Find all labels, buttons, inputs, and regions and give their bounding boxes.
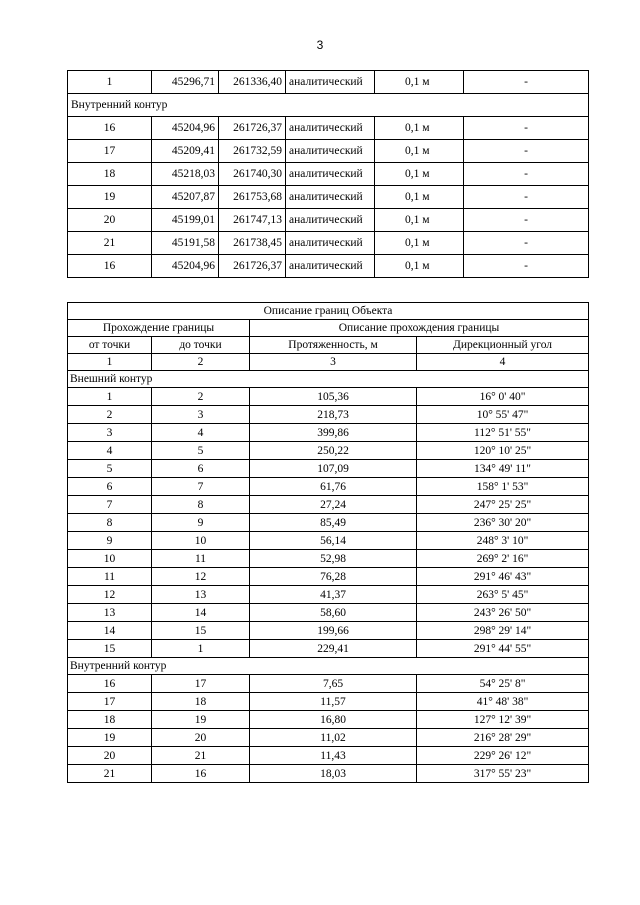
accuracy-cell: 0,1 м	[375, 186, 464, 209]
length-cell: 11,02	[250, 729, 417, 747]
coordinates-table	[67, 70, 589, 278]
to-point-cell: 1	[152, 640, 250, 658]
x-coordinate-cell: 45204,96	[152, 117, 219, 140]
y-coordinate-cell: 261738,45	[219, 232, 286, 255]
x-coordinate-cell: 45199,01	[152, 209, 219, 232]
from-point-cell: 7	[68, 496, 152, 514]
length-cell: 18,03	[250, 765, 417, 783]
y-coordinate-cell: 261336,40	[219, 71, 286, 94]
from-point-cell: 5	[68, 460, 152, 478]
y-coordinate-cell: 261753,68	[219, 186, 286, 209]
from-point-cell: 2	[68, 406, 152, 424]
length-cell: 105,36	[250, 388, 417, 406]
angle-cell: 269° 2' 16"	[417, 550, 589, 568]
x-coordinate-cell: 45209,41	[152, 140, 219, 163]
table-row	[68, 568, 589, 586]
to-point-cell: 12	[152, 568, 250, 586]
section-row	[68, 94, 589, 117]
to-point-cell: 3	[152, 406, 250, 424]
column-number: 2	[152, 354, 250, 371]
to-point-cell: 18	[152, 693, 250, 711]
to-point-cell: 19	[152, 711, 250, 729]
from-point-cell: 16	[68, 675, 152, 693]
from-point-cell: 12	[68, 586, 152, 604]
table-row	[68, 163, 589, 186]
header-group-right: Описание прохождения границы	[250, 320, 589, 337]
from-point-cell: 15	[68, 640, 152, 658]
length-cell: 11,57	[250, 693, 417, 711]
to-point-cell: 10	[152, 532, 250, 550]
method-cell: аналитический	[286, 255, 375, 278]
to-point-cell: 15	[152, 622, 250, 640]
table-row	[68, 406, 589, 424]
length-cell: 61,76	[250, 478, 417, 496]
length-cell: 16,80	[250, 711, 417, 729]
from-point-cell: 8	[68, 514, 152, 532]
section-row	[68, 371, 589, 388]
y-coordinate-cell: 261726,37	[219, 117, 286, 140]
method-cell: аналитический	[286, 209, 375, 232]
method-cell: аналитический	[286, 186, 375, 209]
section-row	[68, 658, 589, 675]
accuracy-cell: 0,1 м	[375, 232, 464, 255]
x-coordinate-cell: 45191,58	[152, 232, 219, 255]
length-cell: 107,09	[250, 460, 417, 478]
header-from: от точки	[68, 337, 152, 354]
to-point-cell: 6	[152, 460, 250, 478]
angle-cell: 291° 46' 43"	[417, 568, 589, 586]
length-cell: 56,14	[250, 532, 417, 550]
method-cell: аналитический	[286, 163, 375, 186]
length-cell: 58,60	[250, 604, 417, 622]
y-coordinate-cell: 261740,30	[219, 163, 286, 186]
header-to: до точки	[152, 337, 250, 354]
to-point-cell: 21	[152, 747, 250, 765]
group-header-row	[68, 320, 589, 337]
x-coordinate-cell: 45218,03	[152, 163, 219, 186]
section-title: Внешний контур	[68, 371, 589, 388]
table-row	[68, 747, 589, 765]
point-number-cell: 17	[68, 140, 152, 163]
column-number: 4	[417, 354, 589, 371]
header-angle: Дирекционный угол	[417, 337, 589, 354]
note-cell: -	[464, 232, 589, 255]
table-row	[68, 675, 589, 693]
table-row	[68, 711, 589, 729]
table-row	[68, 255, 589, 278]
note-cell: -	[464, 117, 589, 140]
from-point-cell: 17	[68, 693, 152, 711]
accuracy-cell: 0,1 м	[375, 140, 464, 163]
length-cell: 11,43	[250, 747, 417, 765]
x-coordinate-cell: 45207,87	[152, 186, 219, 209]
angle-cell: 263° 5' 45"	[417, 586, 589, 604]
table-row	[68, 496, 589, 514]
point-number-cell: 16	[68, 117, 152, 140]
to-point-cell: 2	[152, 388, 250, 406]
method-cell: аналитический	[286, 71, 375, 94]
to-point-cell: 4	[152, 424, 250, 442]
length-cell: 218,73	[250, 406, 417, 424]
table-row	[68, 478, 589, 496]
angle-cell: 247° 25' 25"	[417, 496, 589, 514]
method-cell: аналитический	[286, 117, 375, 140]
table-row	[68, 117, 589, 140]
table-row	[68, 186, 589, 209]
table-row	[68, 693, 589, 711]
length-cell: 52,98	[250, 550, 417, 568]
angle-cell: 127° 12' 39"	[417, 711, 589, 729]
header-group-left: Прохождение границы	[68, 320, 250, 337]
length-cell: 41,37	[250, 586, 417, 604]
to-point-cell: 7	[152, 478, 250, 496]
table-row	[68, 640, 589, 658]
table-row	[68, 71, 589, 94]
from-point-cell: 19	[68, 729, 152, 747]
angle-cell: 41° 48' 38"	[417, 693, 589, 711]
table-row	[68, 424, 589, 442]
from-point-cell: 9	[68, 532, 152, 550]
y-coordinate-cell: 261732,59	[219, 140, 286, 163]
x-coordinate-cell: 45204,96	[152, 255, 219, 278]
table-row	[68, 765, 589, 783]
from-point-cell: 14	[68, 622, 152, 640]
from-point-cell: 6	[68, 478, 152, 496]
angle-cell: 298° 29' 14"	[417, 622, 589, 640]
table-title: Описание границ Объекта	[68, 303, 589, 320]
column-number: 1	[68, 354, 152, 371]
column-number: 3	[250, 354, 417, 371]
angle-cell: 158° 1' 53"	[417, 478, 589, 496]
length-cell: 399,86	[250, 424, 417, 442]
angle-cell: 229° 26' 12"	[417, 747, 589, 765]
angle-cell: 248° 3' 10"	[417, 532, 589, 550]
note-cell: -	[464, 209, 589, 232]
table-row	[68, 532, 589, 550]
angle-cell: 16° 0' 40"	[417, 388, 589, 406]
accuracy-cell: 0,1 м	[375, 71, 464, 94]
angle-cell: 10° 55' 47"	[417, 406, 589, 424]
to-point-cell: 16	[152, 765, 250, 783]
angle-cell: 243° 26' 50"	[417, 604, 589, 622]
table-row	[68, 232, 589, 255]
table-row	[68, 514, 589, 532]
note-cell: -	[464, 163, 589, 186]
method-cell: аналитический	[286, 140, 375, 163]
y-coordinate-cell: 261726,37	[219, 255, 286, 278]
table-row	[68, 604, 589, 622]
note-cell: -	[464, 71, 589, 94]
column-number-row	[68, 354, 589, 371]
length-cell: 85,49	[250, 514, 417, 532]
y-coordinate-cell: 261747,13	[219, 209, 286, 232]
accuracy-cell: 0,1 м	[375, 255, 464, 278]
note-cell: -	[464, 140, 589, 163]
column-header-row	[68, 337, 589, 354]
point-number-cell: 19	[68, 186, 152, 209]
table-row	[68, 388, 589, 406]
from-point-cell: 11	[68, 568, 152, 586]
boundaries-table	[67, 302, 589, 783]
angle-cell: 112° 51' 55"	[417, 424, 589, 442]
page-number: 3	[316, 38, 324, 52]
angle-cell: 236° 30' 20"	[417, 514, 589, 532]
to-point-cell: 20	[152, 729, 250, 747]
angle-cell: 291° 44' 55"	[417, 640, 589, 658]
table-row	[68, 442, 589, 460]
length-cell: 199,66	[250, 622, 417, 640]
angle-cell: 317° 55' 23"	[417, 765, 589, 783]
section-title: Внутренний контур	[68, 94, 589, 117]
angle-cell: 120° 10' 25"	[417, 442, 589, 460]
accuracy-cell: 0,1 м	[375, 209, 464, 232]
accuracy-cell: 0,1 м	[375, 117, 464, 140]
header-length: Протяженность, м	[250, 337, 417, 354]
from-point-cell: 21	[68, 765, 152, 783]
method-cell: аналитический	[286, 232, 375, 255]
angle-cell: 134° 49' 11"	[417, 460, 589, 478]
from-point-cell: 4	[68, 442, 152, 460]
length-cell: 27,24	[250, 496, 417, 514]
length-cell: 7,65	[250, 675, 417, 693]
to-point-cell: 14	[152, 604, 250, 622]
point-number-cell: 18	[68, 163, 152, 186]
from-point-cell: 20	[68, 747, 152, 765]
table-row	[68, 622, 589, 640]
to-point-cell: 9	[152, 514, 250, 532]
note-cell: -	[464, 255, 589, 278]
table-row	[68, 586, 589, 604]
to-point-cell: 13	[152, 586, 250, 604]
length-cell: 76,28	[250, 568, 417, 586]
to-point-cell: 17	[152, 675, 250, 693]
angle-cell: 216° 28' 29"	[417, 729, 589, 747]
from-point-cell: 3	[68, 424, 152, 442]
note-cell: -	[464, 186, 589, 209]
table-row	[68, 209, 589, 232]
length-cell: 229,41	[250, 640, 417, 658]
from-point-cell: 13	[68, 604, 152, 622]
table-row	[68, 460, 589, 478]
length-cell: 250,22	[250, 442, 417, 460]
from-point-cell: 1	[68, 388, 152, 406]
point-number-cell: 16	[68, 255, 152, 278]
to-point-cell: 8	[152, 496, 250, 514]
section-title: Внутренний контур	[68, 658, 589, 675]
table-row	[68, 729, 589, 747]
angle-cell: 54° 25' 8"	[417, 675, 589, 693]
from-point-cell: 10	[68, 550, 152, 568]
table-row	[68, 550, 589, 568]
point-number-cell: 21	[68, 232, 152, 255]
title-row	[68, 303, 589, 320]
point-number-cell: 1	[68, 71, 152, 94]
to-point-cell: 5	[152, 442, 250, 460]
table-row	[68, 140, 589, 163]
from-point-cell: 18	[68, 711, 152, 729]
to-point-cell: 11	[152, 550, 250, 568]
x-coordinate-cell: 45296,71	[152, 71, 219, 94]
point-number-cell: 20	[68, 209, 152, 232]
accuracy-cell: 0,1 м	[375, 163, 464, 186]
